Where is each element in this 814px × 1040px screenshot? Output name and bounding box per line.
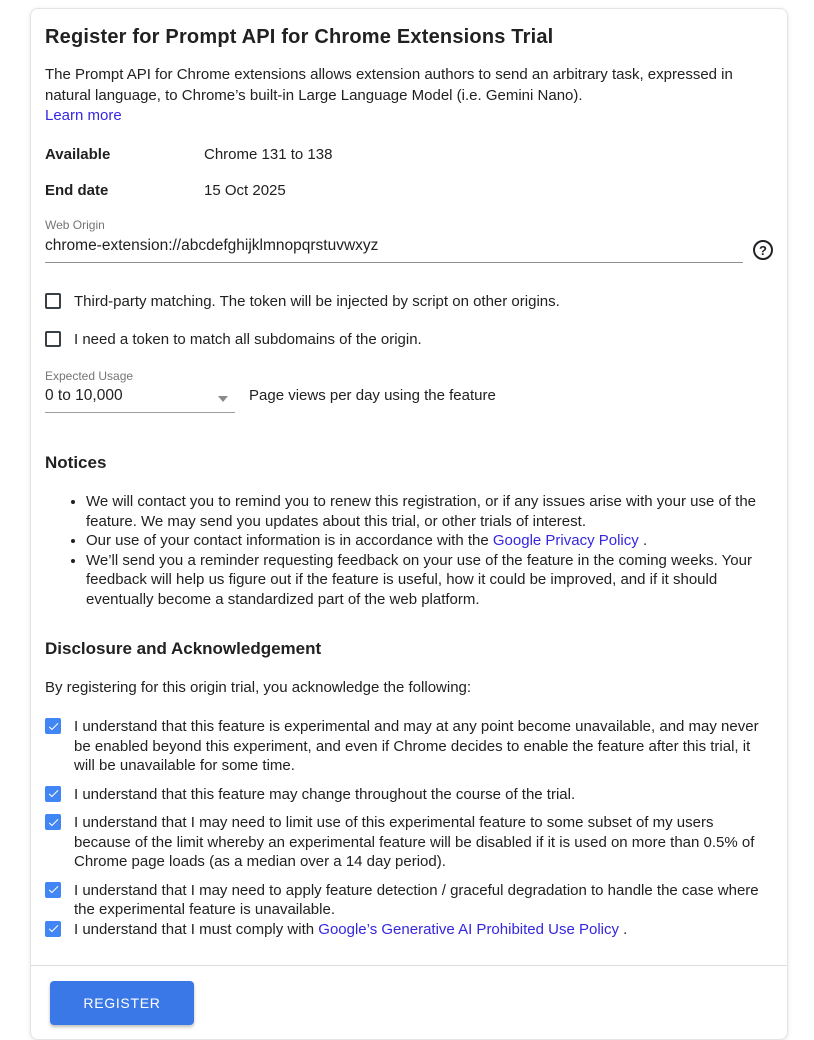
ack-checkbox-4[interactable] xyxy=(45,882,61,898)
ack-label xyxy=(74,920,627,940)
trial-description: The Prompt API for Chrome extensions allows extension authors to send an arbitrary task, expressed in natural language, to Chrome’s built-in Large Language Model (i.e. Gemini Nano). xyxy=(45,66,733,104)
ack-label: I understand that I may need to apply feature detection / graceful degradation to handle the case where the experimental feature is unavailable. xyxy=(74,881,759,918)
notice-item xyxy=(86,531,773,551)
generative-ai-policy-link[interactable]: Google’s Generative AI Prohibited Use Policy xyxy=(318,920,619,938)
expected-usage-hint: Page views per day using the feature xyxy=(249,387,496,404)
end-date-value: 15 Oct 2025 xyxy=(204,182,286,199)
help-icon[interactable]: ? xyxy=(753,240,773,260)
available-value: Chrome 131 to 138 xyxy=(204,146,333,163)
ack-label: I understand that this feature is experimental and may at any point become unavailable, and may never be enabled beyond this experiment, and even if Chrome decides to enable the feature after this trial, it will be unavailable for some time. xyxy=(74,718,759,774)
check-icon xyxy=(47,922,60,935)
match-subdomains-label: I need a token to match all subdomains of the origin. xyxy=(74,331,422,348)
ack-item-experimental xyxy=(45,717,773,776)
ack-checkbox-2[interactable] xyxy=(45,786,61,802)
page-title: Register for Prompt API for Chrome Extensions Trial xyxy=(45,26,554,48)
web-origin-label: Web Origin xyxy=(45,218,105,232)
acknowledgement-list xyxy=(45,717,773,939)
trial-details xyxy=(45,146,773,199)
expected-usage-label: Expected Usage xyxy=(45,369,134,383)
check-icon xyxy=(47,883,60,896)
web-origin-field xyxy=(45,218,773,263)
ack-text: I understand that I must comply with xyxy=(74,920,319,938)
notices-heading: Notices xyxy=(45,453,107,472)
disclosure-intro: By registering for this origin trial, you acknowledge the following: xyxy=(45,679,472,696)
third-party-matching-option xyxy=(45,293,773,311)
registration-card xyxy=(30,8,788,1040)
ack-item-feature-detection xyxy=(45,881,773,920)
ack-label: I understand that I may need to limit use of this experimental feature to some subset of my users because of the limit whereby an experimental feature will be disabled if it is used on more than 0.5% of Chrome page loads (as a median over a 14 day period). xyxy=(74,814,755,870)
check-icon xyxy=(47,720,60,733)
chevron-down-icon xyxy=(218,396,228,402)
card-footer xyxy=(31,966,787,1039)
ack-label: I understand that this feature may change throughout the course of the trial. xyxy=(74,785,576,803)
expected-usage-field xyxy=(45,369,773,413)
token-options xyxy=(45,293,773,349)
ack-text: . xyxy=(619,920,628,938)
notice-text: Our use of your contact information is in accordance with the xyxy=(86,532,493,549)
notice-text: . xyxy=(638,532,648,549)
learn-more-link[interactable]: Learn more xyxy=(45,107,122,124)
ack-checkbox-1[interactable] xyxy=(45,718,61,734)
third-party-matching-checkbox[interactable] xyxy=(45,293,61,309)
notice-item: • We’ll send you a reminder requesting feedback on your use of the feature in the coming weeks. Your feedback will help us figure out if the feature is useful, how it could be improved, and if it should eventually become a standardized part of the web platform. xyxy=(86,551,773,610)
third-party-matching-label: Third-party matching. The token will be injected by script on other origins. xyxy=(74,293,560,310)
check-icon xyxy=(47,816,60,829)
ack-checkbox-3[interactable] xyxy=(45,814,61,830)
match-subdomains-checkbox[interactable] xyxy=(45,331,61,347)
end-date-label: End date xyxy=(45,182,109,199)
match-subdomains-option xyxy=(45,331,773,349)
ack-item-limit-use xyxy=(45,813,773,872)
expected-usage-select[interactable] xyxy=(45,383,235,413)
web-origin-input[interactable] xyxy=(45,232,743,263)
available-label: Available xyxy=(45,146,111,163)
disclosure-heading: Disclosure and Acknowledgement xyxy=(45,639,322,658)
end-date-row xyxy=(45,182,773,199)
ack-checkbox-5[interactable] xyxy=(45,921,61,937)
expected-usage-value: 0 to 10,000 xyxy=(45,387,123,404)
notice-item: • We will contact you to remind you to renew this registration, or if any issues arise with your use of the feature. We may send you updates about this trial, or other trials of interest. xyxy=(86,492,773,531)
register-button[interactable]: REGISTER xyxy=(50,981,194,1025)
available-row xyxy=(45,146,773,163)
google-privacy-policy-link[interactable]: Google Privacy Policy xyxy=(492,532,639,549)
ack-item-prohibited-use xyxy=(45,920,773,940)
ack-item-may-change xyxy=(45,785,773,805)
check-icon xyxy=(47,787,60,800)
notices-list xyxy=(45,492,773,609)
